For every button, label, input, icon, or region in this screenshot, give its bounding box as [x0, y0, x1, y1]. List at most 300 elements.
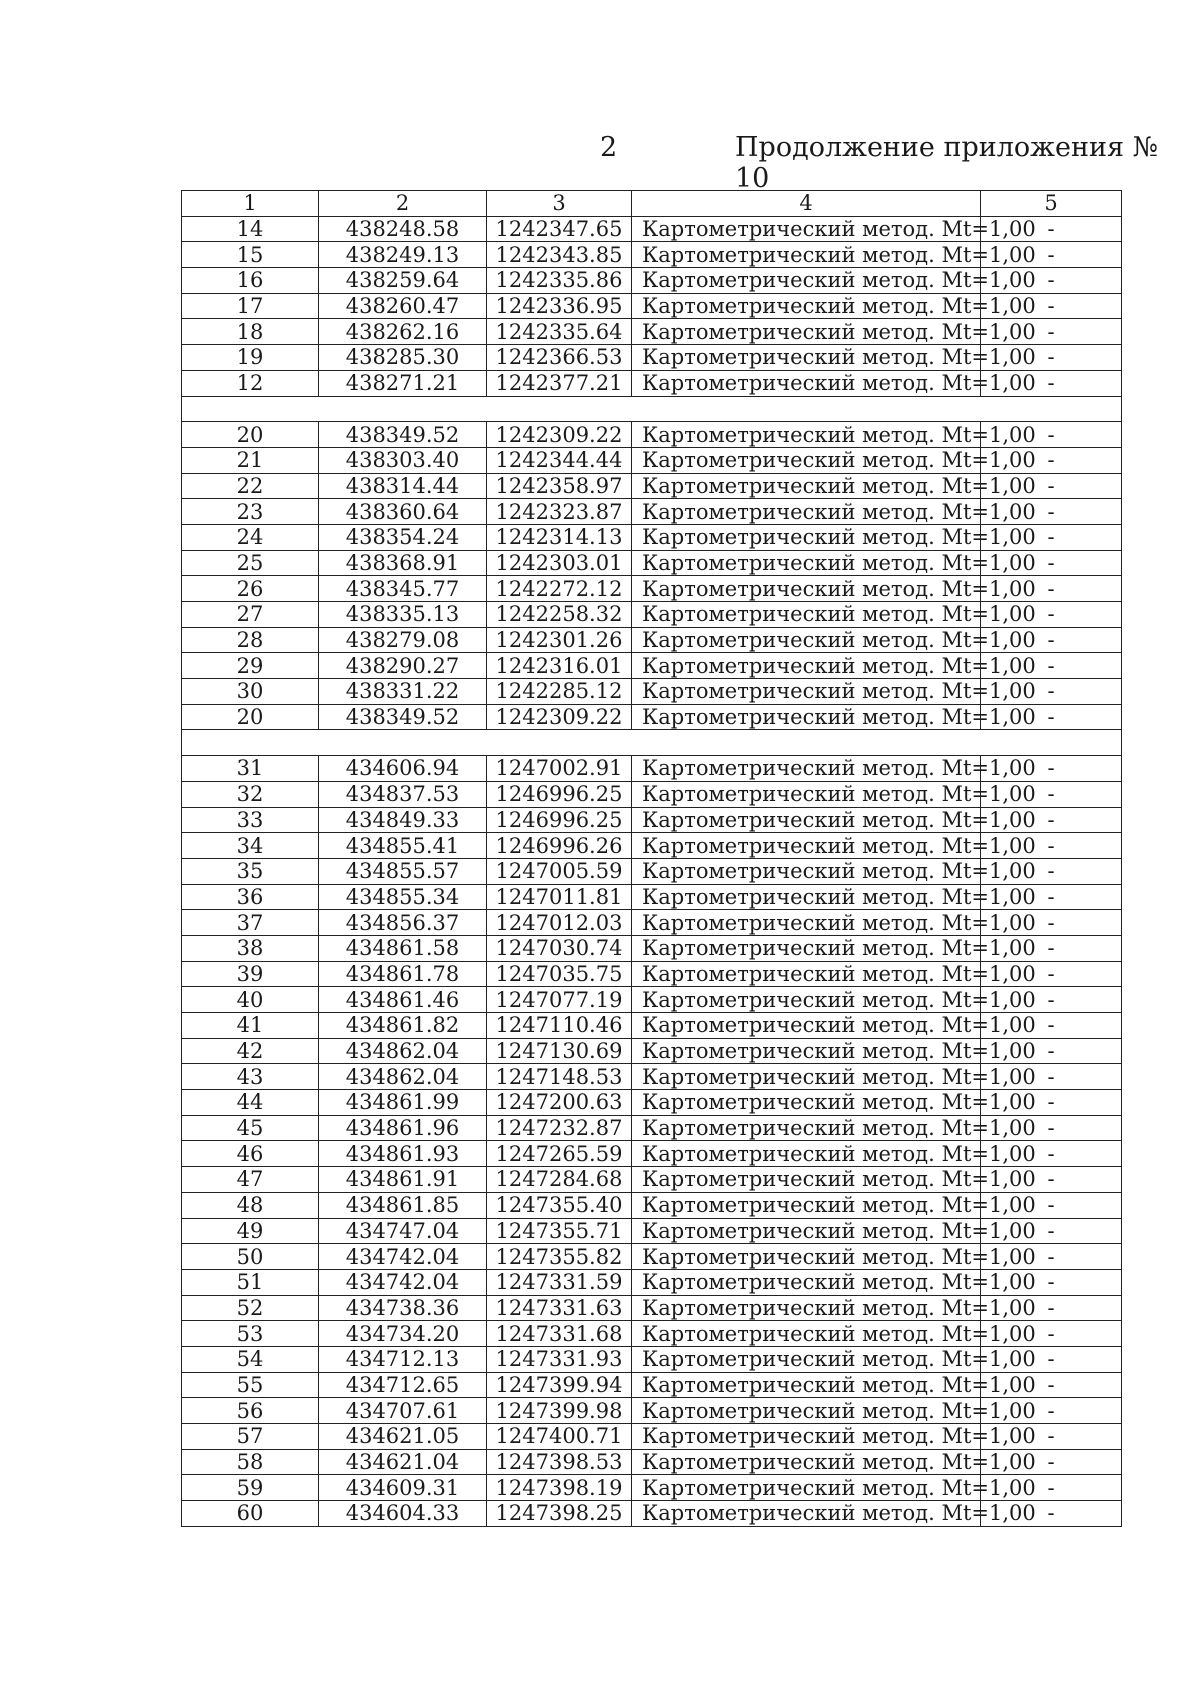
method-cell: Картометрический метод. Mt=1,00: [632, 1038, 981, 1064]
method-cell: Картометрический метод. Mt=1,00: [632, 370, 981, 396]
y-coordinate-cell: 1242347.65: [487, 216, 632, 242]
method-cell: Картометрический метод. Mt=1,00: [632, 602, 981, 628]
method-cell: Картометрический метод. Mt=1,00: [632, 499, 981, 525]
y-coordinate-cell: 1247355.71: [487, 1218, 632, 1244]
table-row: [182, 1192, 1122, 1218]
table-row: [182, 987, 1122, 1013]
method-cell: Картометрический метод. Mt=1,00: [632, 653, 981, 679]
table-row: [182, 473, 1122, 499]
point-number-cell: 28: [182, 627, 319, 653]
point-number-cell: 54: [182, 1346, 319, 1372]
method-cell: Картометрический метод. Mt=1,00: [632, 781, 981, 807]
x-coordinate-cell: 438259.64: [319, 268, 487, 294]
y-coordinate-cell: 1242336.95: [487, 293, 632, 319]
note-cell: -: [981, 987, 1122, 1013]
table-row: [182, 884, 1122, 910]
y-coordinate-cell: 1247232.87: [487, 1115, 632, 1141]
x-coordinate-cell: 434861.93: [319, 1141, 487, 1167]
x-coordinate-cell: 434861.78: [319, 961, 487, 987]
x-coordinate-cell: 438345.77: [319, 576, 487, 602]
y-coordinate-cell: 1247148.53: [487, 1064, 632, 1090]
y-coordinate-cell: 1246996.26: [487, 833, 632, 859]
method-cell: Картометрический метод. Mt=1,00: [632, 447, 981, 473]
x-coordinate-cell: 434742.04: [319, 1244, 487, 1270]
note-cell: -: [981, 602, 1122, 628]
separator-cell: [182, 730, 1122, 756]
note-cell: -: [981, 1192, 1122, 1218]
note-cell: -: [981, 447, 1122, 473]
y-coordinate-cell: 1242335.86: [487, 268, 632, 294]
point-number-cell: 49: [182, 1218, 319, 1244]
y-coordinate-cell: 1242309.22: [487, 422, 632, 448]
method-cell: Картометрический метод. Mt=1,00: [632, 961, 981, 987]
y-coordinate-cell: 1247331.63: [487, 1295, 632, 1321]
method-cell: Картометрический метод. Mt=1,00: [632, 627, 981, 653]
y-coordinate-cell: 1247399.94: [487, 1372, 632, 1398]
y-coordinate-cell: 1247331.59: [487, 1269, 632, 1295]
point-number-cell: 31: [182, 756, 319, 782]
table-row: [182, 1244, 1122, 1270]
x-coordinate-cell: 438368.91: [319, 550, 487, 576]
y-coordinate-cell: 1242309.22: [487, 704, 632, 730]
method-cell: Картометрический метод. Mt=1,00: [632, 524, 981, 550]
table-row: [182, 833, 1122, 859]
table-row: [182, 370, 1122, 396]
note-cell: -: [981, 1346, 1122, 1372]
point-number-cell: 26: [182, 576, 319, 602]
table-row: [182, 447, 1122, 473]
column-header-4: 4: [632, 191, 981, 217]
table-row: [182, 1115, 1122, 1141]
method-cell: Картометрический метод. Mt=1,00: [632, 704, 981, 730]
method-cell: Картометрический метод. Mt=1,00: [632, 550, 981, 576]
method-cell: Картометрический метод. Mt=1,00: [632, 293, 981, 319]
note-cell: -: [981, 961, 1122, 987]
y-coordinate-cell: 1242285.12: [487, 679, 632, 705]
x-coordinate-cell: 434861.91: [319, 1167, 487, 1193]
table-body: [182, 216, 1122, 1526]
y-coordinate-cell: 1247030.74: [487, 935, 632, 961]
point-number-cell: 18: [182, 319, 319, 345]
x-coordinate-cell: 434861.82: [319, 1013, 487, 1039]
x-coordinate-cell: 434738.36: [319, 1295, 487, 1321]
method-cell: Картометрический метод. Mt=1,00: [632, 1295, 981, 1321]
y-coordinate-cell: 1247284.68: [487, 1167, 632, 1193]
method-cell: Картометрический метод. Mt=1,00: [632, 1398, 981, 1424]
y-coordinate-cell: 1247265.59: [487, 1141, 632, 1167]
point-number-cell: 14: [182, 216, 319, 242]
y-coordinate-cell: 1246996.25: [487, 781, 632, 807]
point-number-cell: 33: [182, 807, 319, 833]
point-number-cell: 22: [182, 473, 319, 499]
note-cell: -: [981, 1372, 1122, 1398]
table-row: [182, 524, 1122, 550]
point-number-cell: 55: [182, 1372, 319, 1398]
table-row: [182, 576, 1122, 602]
method-cell: Картометрический метод. Mt=1,00: [632, 1090, 981, 1116]
method-cell: Картометрический метод. Mt=1,00: [632, 1269, 981, 1295]
column-header-5: 5: [981, 191, 1122, 217]
x-coordinate-cell: 438260.47: [319, 293, 487, 319]
method-cell: Картометрический метод. Mt=1,00: [632, 1141, 981, 1167]
method-cell: Картометрический метод. Mt=1,00: [632, 1064, 981, 1090]
note-cell: -: [981, 370, 1122, 396]
point-number-cell: 24: [182, 524, 319, 550]
method-cell: Картометрический метод. Mt=1,00: [632, 858, 981, 884]
method-cell: Картометрический метод. Mt=1,00: [632, 1346, 981, 1372]
note-cell: -: [981, 499, 1122, 525]
method-cell: Картометрический метод. Mt=1,00: [632, 216, 981, 242]
point-number-cell: 25: [182, 550, 319, 576]
point-number-cell: 45: [182, 1115, 319, 1141]
table-row: [182, 1090, 1122, 1116]
y-coordinate-cell: 1242314.13: [487, 524, 632, 550]
point-number-cell: 47: [182, 1167, 319, 1193]
point-number-cell: 39: [182, 961, 319, 987]
method-cell: Картометрический метод. Mt=1,00: [632, 679, 981, 705]
note-cell: -: [981, 1295, 1122, 1321]
x-coordinate-cell: 434861.85: [319, 1192, 487, 1218]
table-row: [182, 858, 1122, 884]
note-cell: -: [981, 910, 1122, 936]
x-coordinate-cell: 434621.04: [319, 1449, 487, 1475]
x-coordinate-cell: 434856.37: [319, 910, 487, 936]
note-cell: -: [981, 1218, 1122, 1244]
x-coordinate-cell: 438354.24: [319, 524, 487, 550]
x-coordinate-cell: 438335.13: [319, 602, 487, 628]
y-coordinate-cell: 1247077.19: [487, 987, 632, 1013]
y-coordinate-cell: 1247035.75: [487, 961, 632, 987]
point-number-cell: 60: [182, 1501, 319, 1527]
y-coordinate-cell: 1247355.82: [487, 1244, 632, 1270]
y-coordinate-cell: 1242343.85: [487, 242, 632, 268]
x-coordinate-cell: 438248.58: [319, 216, 487, 242]
note-cell: -: [981, 1167, 1122, 1193]
table-row: [182, 242, 1122, 268]
x-coordinate-cell: 438303.40: [319, 447, 487, 473]
y-coordinate-cell: 1247398.19: [487, 1475, 632, 1501]
method-cell: Картометрический метод. Mt=1,00: [632, 1321, 981, 1347]
table-row: [182, 216, 1122, 242]
note-cell: -: [981, 1141, 1122, 1167]
table-row: [182, 935, 1122, 961]
y-coordinate-cell: 1242335.64: [487, 319, 632, 345]
x-coordinate-cell: 434861.96: [319, 1115, 487, 1141]
table-row: [182, 345, 1122, 371]
table-row: [182, 1398, 1122, 1424]
x-coordinate-cell: 438360.64: [319, 499, 487, 525]
point-number-cell: 52: [182, 1295, 319, 1321]
y-coordinate-cell: 1247110.46: [487, 1013, 632, 1039]
table-row: [182, 550, 1122, 576]
column-header-2: 2: [319, 191, 487, 217]
note-cell: -: [981, 781, 1122, 807]
note-cell: -: [981, 550, 1122, 576]
table-row: [182, 1141, 1122, 1167]
note-cell: -: [981, 1115, 1122, 1141]
point-number-cell: 23: [182, 499, 319, 525]
note-cell: -: [981, 627, 1122, 653]
y-coordinate-cell: 1242258.32: [487, 602, 632, 628]
separator-row: [182, 396, 1122, 422]
x-coordinate-cell: 434862.04: [319, 1064, 487, 1090]
point-number-cell: 30: [182, 679, 319, 705]
table-row: [182, 1269, 1122, 1295]
point-number-cell: 44: [182, 1090, 319, 1116]
y-coordinate-cell: 1247002.91: [487, 756, 632, 782]
note-cell: -: [981, 1064, 1122, 1090]
method-cell: Картометрический метод. Mt=1,00: [632, 1192, 981, 1218]
table-row: [182, 1167, 1122, 1193]
x-coordinate-cell: 434621.05: [319, 1424, 487, 1450]
x-coordinate-cell: 438331.22: [319, 679, 487, 705]
note-cell: -: [981, 345, 1122, 371]
point-number-cell: 46: [182, 1141, 319, 1167]
point-number-cell: 36: [182, 884, 319, 910]
table-row: [182, 1372, 1122, 1398]
note-cell: -: [981, 833, 1122, 859]
note-cell: -: [981, 858, 1122, 884]
method-cell: Картометрический метод. Mt=1,00: [632, 1424, 981, 1450]
point-number-cell: 51: [182, 1269, 319, 1295]
point-number-cell: 42: [182, 1038, 319, 1064]
table-row: [182, 1475, 1122, 1501]
point-number-cell: 48: [182, 1192, 319, 1218]
note-cell: -: [981, 576, 1122, 602]
note-cell: -: [981, 1244, 1122, 1270]
point-number-cell: 17: [182, 293, 319, 319]
x-coordinate-cell: 434837.53: [319, 781, 487, 807]
note-cell: -: [981, 653, 1122, 679]
method-cell: Картометрический метод. Mt=1,00: [632, 576, 981, 602]
table-row: [182, 1064, 1122, 1090]
x-coordinate-cell: 434734.20: [319, 1321, 487, 1347]
table-row: [182, 1346, 1122, 1372]
method-cell: Картометрический метод. Mt=1,00: [632, 1013, 981, 1039]
note-cell: -: [981, 704, 1122, 730]
note-cell: -: [981, 422, 1122, 448]
y-coordinate-cell: 1247012.03: [487, 910, 632, 936]
x-coordinate-cell: 434747.04: [319, 1218, 487, 1244]
table-row: [182, 961, 1122, 987]
point-number-cell: 12: [182, 370, 319, 396]
method-cell: Картометрический метод. Mt=1,00: [632, 268, 981, 294]
note-cell: -: [981, 268, 1122, 294]
x-coordinate-cell: 438249.13: [319, 242, 487, 268]
point-number-cell: 56: [182, 1398, 319, 1424]
note-cell: -: [981, 242, 1122, 268]
x-coordinate-cell: 434861.46: [319, 987, 487, 1013]
table-row: [182, 1218, 1122, 1244]
point-number-cell: 37: [182, 910, 319, 936]
x-coordinate-cell: 438285.30: [319, 345, 487, 371]
method-cell: Картометрический метод. Mt=1,00: [632, 242, 981, 268]
header-row: [182, 191, 1122, 217]
table-row: [182, 1501, 1122, 1527]
column-header-1: 1: [182, 191, 319, 217]
y-coordinate-cell: 1247399.98: [487, 1398, 632, 1424]
note-cell: -: [981, 216, 1122, 242]
note-cell: -: [981, 1269, 1122, 1295]
table-row: [182, 653, 1122, 679]
y-coordinate-cell: 1242301.26: [487, 627, 632, 653]
y-coordinate-cell: 1247130.69: [487, 1038, 632, 1064]
page-title: Продолжение приложения № 10: [735, 132, 1159, 194]
point-number-cell: 43: [182, 1064, 319, 1090]
y-coordinate-cell: 1247400.71: [487, 1424, 632, 1450]
table-row: [182, 1449, 1122, 1475]
table-row: [182, 268, 1122, 294]
table-row: [182, 319, 1122, 345]
y-coordinate-cell: 1242323.87: [487, 499, 632, 525]
y-coordinate-cell: 1247005.59: [487, 858, 632, 884]
y-coordinate-cell: 1242344.44: [487, 447, 632, 473]
note-cell: -: [981, 807, 1122, 833]
point-number-cell: 16: [182, 268, 319, 294]
x-coordinate-cell: 434855.41: [319, 833, 487, 859]
y-coordinate-cell: 1247398.25: [487, 1501, 632, 1527]
note-cell: -: [981, 1449, 1122, 1475]
table-row: [182, 807, 1122, 833]
method-cell: Картометрический метод. Mt=1,00: [632, 1475, 981, 1501]
method-cell: Картометрический метод. Mt=1,00: [632, 473, 981, 499]
point-number-cell: 53: [182, 1321, 319, 1347]
note-cell: -: [981, 1090, 1122, 1116]
note-cell: -: [981, 1013, 1122, 1039]
method-cell: Картометрический метод. Mt=1,00: [632, 1501, 981, 1527]
x-coordinate-cell: 434862.04: [319, 1038, 487, 1064]
table-row: [182, 1038, 1122, 1064]
point-number-cell: 21: [182, 447, 319, 473]
note-cell: -: [981, 1321, 1122, 1347]
x-coordinate-cell: 438271.21: [319, 370, 487, 396]
x-coordinate-cell: 438290.27: [319, 653, 487, 679]
point-number-cell: 32: [182, 781, 319, 807]
note-cell: -: [981, 524, 1122, 550]
method-cell: Картометрический метод. Mt=1,00: [632, 987, 981, 1013]
method-cell: Картометрический метод. Mt=1,00: [632, 1449, 981, 1475]
point-number-cell: 29: [182, 653, 319, 679]
method-cell: Картометрический метод. Mt=1,00: [632, 345, 981, 371]
point-number-cell: 15: [182, 242, 319, 268]
method-cell: Картометрический метод. Mt=1,00: [632, 910, 981, 936]
x-coordinate-cell: 434849.33: [319, 807, 487, 833]
y-coordinate-cell: 1247331.93: [487, 1346, 632, 1372]
point-number-cell: 57: [182, 1424, 319, 1450]
x-coordinate-cell: 434604.33: [319, 1501, 487, 1527]
y-coordinate-cell: 1242377.21: [487, 370, 632, 396]
y-coordinate-cell: 1247011.81: [487, 884, 632, 910]
table-row: [182, 781, 1122, 807]
note-cell: -: [981, 1424, 1122, 1450]
x-coordinate-cell: 438349.52: [319, 704, 487, 730]
method-cell: Картометрический метод. Mt=1,00: [632, 1372, 981, 1398]
point-number-cell: 20: [182, 422, 319, 448]
point-number-cell: 50: [182, 1244, 319, 1270]
page-number: 2: [600, 132, 618, 163]
table-row: [182, 679, 1122, 705]
table-row: [182, 756, 1122, 782]
y-coordinate-cell: 1247355.40: [487, 1192, 632, 1218]
note-cell: -: [981, 884, 1122, 910]
table-row: [182, 499, 1122, 525]
note-cell: -: [981, 473, 1122, 499]
method-cell: Картометрический метод. Mt=1,00: [632, 1218, 981, 1244]
x-coordinate-cell: 434855.57: [319, 858, 487, 884]
point-number-cell: 59: [182, 1475, 319, 1501]
method-cell: Картометрический метод. Mt=1,00: [632, 756, 981, 782]
x-coordinate-cell: 438279.08: [319, 627, 487, 653]
method-cell: Картометрический метод. Mt=1,00: [632, 935, 981, 961]
y-coordinate-cell: 1242272.12: [487, 576, 632, 602]
method-cell: Картометрический метод. Mt=1,00: [632, 1167, 981, 1193]
y-coordinate-cell: 1246996.25: [487, 807, 632, 833]
point-number-cell: 38: [182, 935, 319, 961]
note-cell: -: [981, 935, 1122, 961]
x-coordinate-cell: 434855.34: [319, 884, 487, 910]
x-coordinate-cell: 438262.16: [319, 319, 487, 345]
x-coordinate-cell: 434712.13: [319, 1346, 487, 1372]
point-number-cell: 20: [182, 704, 319, 730]
point-number-cell: 27: [182, 602, 319, 628]
table-row: [182, 602, 1122, 628]
x-coordinate-cell: 438314.44: [319, 473, 487, 499]
method-cell: Картометрический метод. Mt=1,00: [632, 884, 981, 910]
method-cell: Картометрический метод. Mt=1,00: [632, 319, 981, 345]
note-cell: -: [981, 319, 1122, 345]
x-coordinate-cell: 434742.04: [319, 1269, 487, 1295]
column-header-3: 3: [487, 191, 632, 217]
x-coordinate-cell: 434712.65: [319, 1372, 487, 1398]
point-number-cell: 40: [182, 987, 319, 1013]
point-number-cell: 58: [182, 1449, 319, 1475]
table-row: [182, 422, 1122, 448]
table-row: [182, 1295, 1122, 1321]
method-cell: Картометрический метод. Mt=1,00: [632, 1115, 981, 1141]
y-coordinate-cell: 1242316.01: [487, 653, 632, 679]
y-coordinate-cell: 1242366.53: [487, 345, 632, 371]
note-cell: -: [981, 1501, 1122, 1527]
y-coordinate-cell: 1247200.63: [487, 1090, 632, 1116]
note-cell: -: [981, 1475, 1122, 1501]
x-coordinate-cell: 438349.52: [319, 422, 487, 448]
point-number-cell: 41: [182, 1013, 319, 1039]
y-coordinate-cell: 1247331.68: [487, 1321, 632, 1347]
note-cell: -: [981, 1038, 1122, 1064]
note-cell: -: [981, 679, 1122, 705]
table-row: [182, 627, 1122, 653]
point-number-cell: 35: [182, 858, 319, 884]
point-number-cell: 34: [182, 833, 319, 859]
separator-row: [182, 730, 1122, 756]
y-coordinate-cell: 1247398.53: [487, 1449, 632, 1475]
method-cell: Картометрический метод. Mt=1,00: [632, 422, 981, 448]
x-coordinate-cell: 434609.31: [319, 1475, 487, 1501]
table-row: [182, 704, 1122, 730]
x-coordinate-cell: 434707.61: [319, 1398, 487, 1424]
table-row: [182, 1013, 1122, 1039]
table-row: [182, 1321, 1122, 1347]
y-coordinate-cell: 1242358.97: [487, 473, 632, 499]
method-cell: Картометрический метод. Mt=1,00: [632, 833, 981, 859]
method-cell: Картометрический метод. Mt=1,00: [632, 807, 981, 833]
x-coordinate-cell: 434861.99: [319, 1090, 487, 1116]
table-row: [182, 1424, 1122, 1450]
x-coordinate-cell: 434861.58: [319, 935, 487, 961]
y-coordinate-cell: 1242303.01: [487, 550, 632, 576]
x-coordinate-cell: 434606.94: [319, 756, 487, 782]
coordinates-table: [181, 190, 1122, 1527]
